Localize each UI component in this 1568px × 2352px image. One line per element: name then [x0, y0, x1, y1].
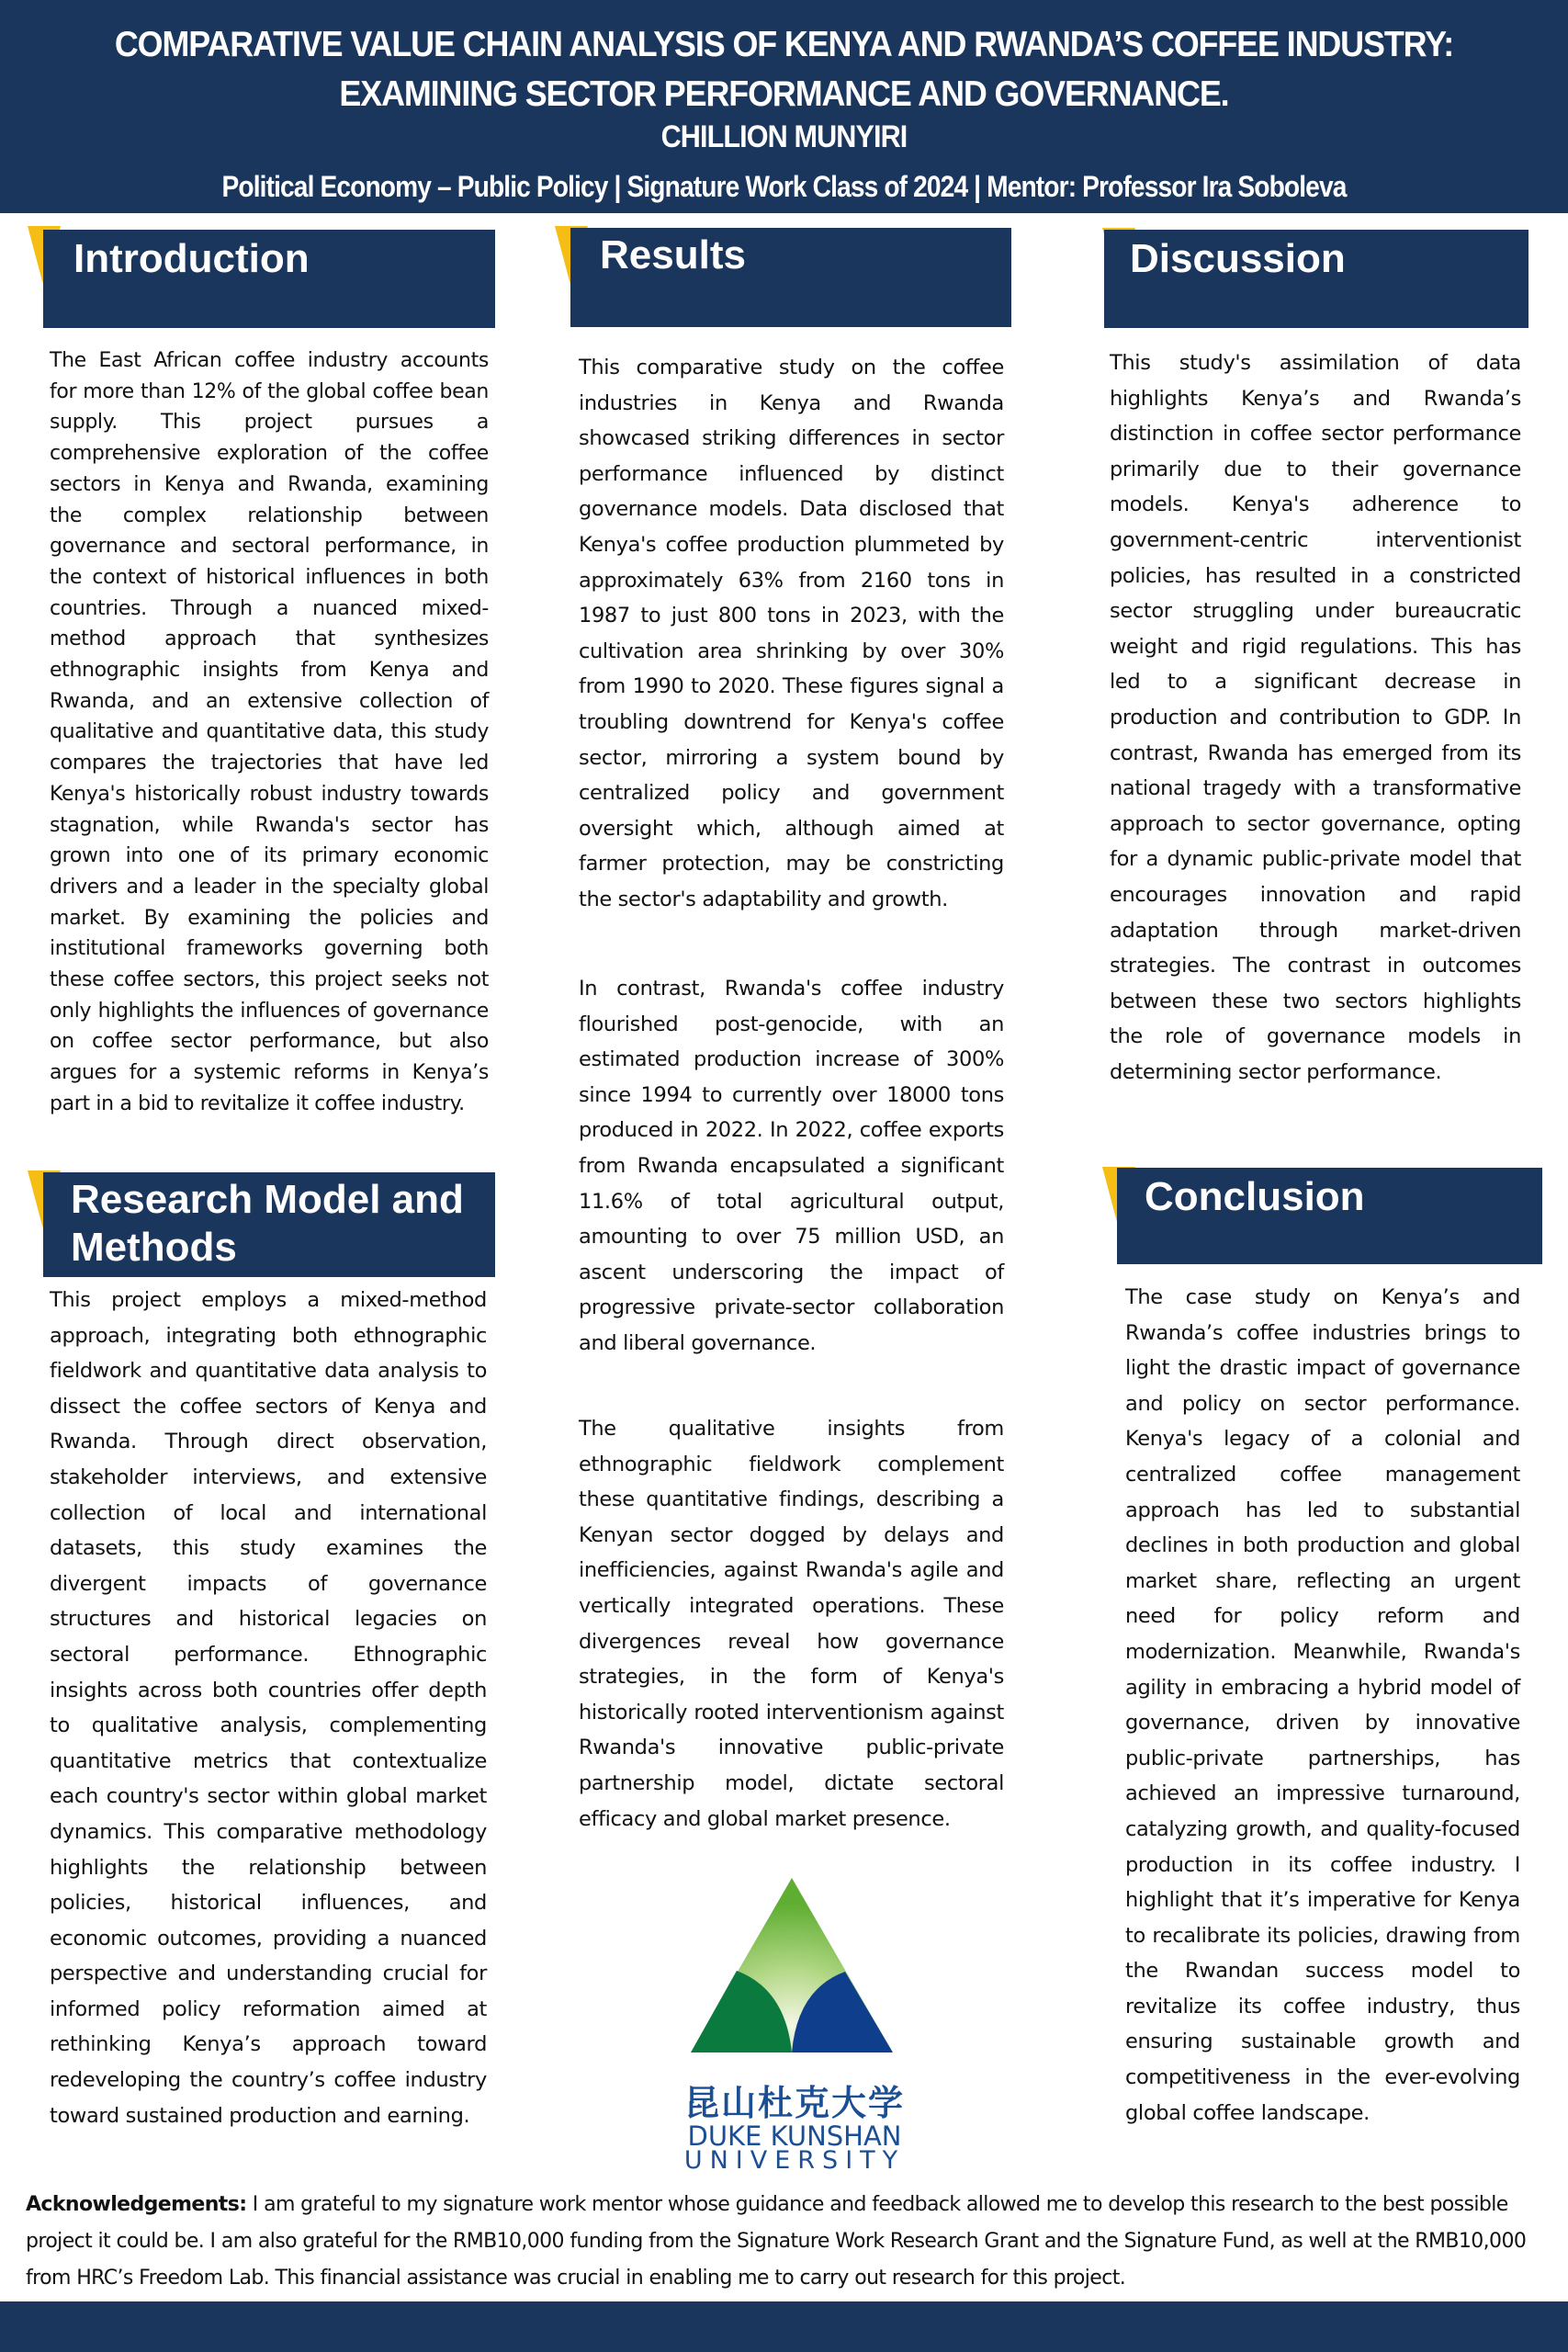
section-title: Introduction — [73, 236, 310, 281]
conclusion-text: The case study on Kenya’s and Rwanda’s coffee industries brings to light the drastic impact of governance and policy on sector performance. Kenya's legacy of a colonial and centralized coffee management approach has led to substantial declines in both production and global market share, reflecting an urgent need for policy reform and modernization. Meanwhile, Rwanda's agility in embracing a hybrid model of governance, driven by innovative public-private partnerships, has achieved an impressive turnaround, catalyzing growth, and quality-focused production in its coffee industry. I highlight that it’s imperative for Kenya to recalibrate its policies, drawing from the Rwandan success model to revitalize its coffee industry, thus ensuring sustainable growth and competitiveness in the ever-evolving global coffee landscape. — [1125, 1285, 1520, 2125]
acknowledgements-text: I am grateful to my signature work mentor whose guidance and feedback allowed me to develop this research to the best possible project it could be. I am also grateful for the RMB10,000 funding from the Signature Work Research Grant and the Signature Fund, as well at the RMB10,000 from HRC’s Freedom Lab. This financial assistance was crucial in enabling me to carry out research for this project. — [26, 2193, 1527, 2290]
results-paragraph-1: This comparative study on the coffee industries in Kenya and Rwanda showcased striking differences in sector performance influenced by distinct governance models. Data disclosed that Kenya's coffee production plummeted by approximately 63% from 2160 tons in 1987 to just 800 tons in 2023, with the cultivation area shrinking by over 30% from 1990 to 2020. These figures signal a troubling downtrend for Kenya's coffee sector, mirroring a system bound by centralized policy and government oversight which, although aimed at farmer protection, may be constricting the sector's adaptability and growth. — [579, 356, 1004, 911]
poster-title-line-2: EXAMINING SECTOR PERFORMANCE AND GOVERNANCE. — [339, 74, 1229, 114]
section-title-line-1: Research Model and — [71, 1177, 464, 1222]
section-heading-discussion — [1104, 230, 1529, 328]
section-heading-introduction — [43, 230, 495, 328]
poster-title — [62, 20, 1505, 119]
results-paragraph-2: In contrast, Rwanda's coffee industry flourished post-genocide, with an estimated production increase of 300% since 1994 to currently over 18000 tons produced in 2022. In 2022, coffee exports from Rwanda encapsulated a significant 11.6% of total agricultural output, amounting to over 75 million USD, an ascent underscoring the impact of progressive private-sector collaboration and liberal governance. — [579, 977, 1004, 1355]
poster-subtitle: Political Economy – Public Policy | Signature Work Class of 2024 | Mentor: Professor Ira Soboleva — [221, 170, 1347, 203]
poster-header — [0, 0, 1568, 213]
section-heading-methods — [43, 1172, 495, 1277]
logo-mountain-icon — [680, 1874, 909, 2067]
duke-kunshan-logo — [680, 1874, 909, 2175]
section-heading-conclusion — [1117, 1168, 1542, 1264]
methods-text: This project employs a mixed-method approach, integrating both ethnographic fieldwork and quantitative data analysis to dissect the coffee sectors of Kenya and Rwanda. Through direct observation, stakeholder interviews, and extensive collection of local and international datasets, this study examines the divergent impacts of governance structures and historical legacies on sectoral performance. Ethnographic insights across both countries offer depth to qualitative analysis, complementing quantitative metrics that contextualize each country's sector within global market dynamics. This comparative methodology highlights the relationship between policies, historical influences, and economic outcomes, providing a nuanced perspective and understanding crucial for informed policy reformation aimed at rethinking Kenya’s approach toward redeveloping the country’s coffee industry toward sustained production and earning. — [50, 1288, 487, 2128]
logo-chinese-name: 昆山杜克大学 — [683, 2082, 905, 2123]
section-title: Conclusion — [1145, 1174, 1365, 1219]
logo-english-line-2: UNIVERSITY — [683, 2146, 906, 2175]
results-paragraph-3: The qualitative insights from ethnographic fieldwork complement these quantitative findings, describing a Kenyan sector dogged by delays and inefficiencies, against Rwanda's agile and vertically integrated operations. These divergences reveal how governance strategies, in the form of Kenya's historically rooted interventionism against Rwanda's innovative public-private partnership model, dictate sectoral efficacy and global market presence. — [579, 1417, 1004, 1831]
acknowledgements-label: Acknowledgements: — [26, 2193, 247, 2216]
discussion-text: This study's assimilation of data highlights Kenya’s and Rwanda’s distinction in coffee sector performance primarily due to their governance models. Kenya's adherence to government-centric interventionist policies, has resulted in a constricted sector struggling under bureaucratic weight and rigid regulations. This has led to a significant decrease in production and contribution to GDP. In contrast, Rwanda has emerged from its national tragedy with a transformative approach to sector governance, opting for a dynamic public-private model that encourages innovation and rapid adaptation through market-driven strategies. The contrast in outcomes between these two sectors highlights the role of governance models in determining sector performance. — [1110, 351, 1521, 1084]
poster-footer-bar — [0, 2301, 1568, 2352]
poster-title-line-1: COMPARATIVE VALUE CHAIN ANALYSIS OF KENYA AND RWANDA’S COFFEE INDUSTRY: — [114, 25, 1454, 64]
section-title: Results — [600, 232, 746, 277]
section-heading-results — [570, 228, 1011, 327]
section-title-line-2: Methods — [71, 1225, 237, 1270]
logo-english-line-1: DUKE KUNSHAN — [687, 2120, 902, 2152]
section-title: Discussion — [1130, 236, 1346, 281]
introduction-text: The East African coffee industry accounts for more than 12% of the global coffee bean supply. This project pursues a comprehensive exploration of the coffee sectors in Kenya and Rwanda, examining the complex relationship between governance and sectoral performance, in the context of historical influences in both countries. Through a nuanced mixed-method approach that synthesizes ethnographic insights from Kenya and Rwanda, and an extensive collection of qualitative and quantitative data, this study compares the trajectories that have led Kenya's historically robust industry towards stagnation, while Rwanda's sector has grown into one of its primary economic drivers and a leader in the specialty global market. By examining the policies and institutional frameworks governing both these coffee sectors, this project seeks not only highlights the influences of governance on coffee sector performance, but also argues for a systemic reforms in Kenya’s part in a bid to revitalize it coffee industry. — [50, 349, 489, 1115]
acknowledgements — [26, 2187, 1558, 2297]
author-name: CHILLION MUNYIRI — [660, 119, 908, 154]
